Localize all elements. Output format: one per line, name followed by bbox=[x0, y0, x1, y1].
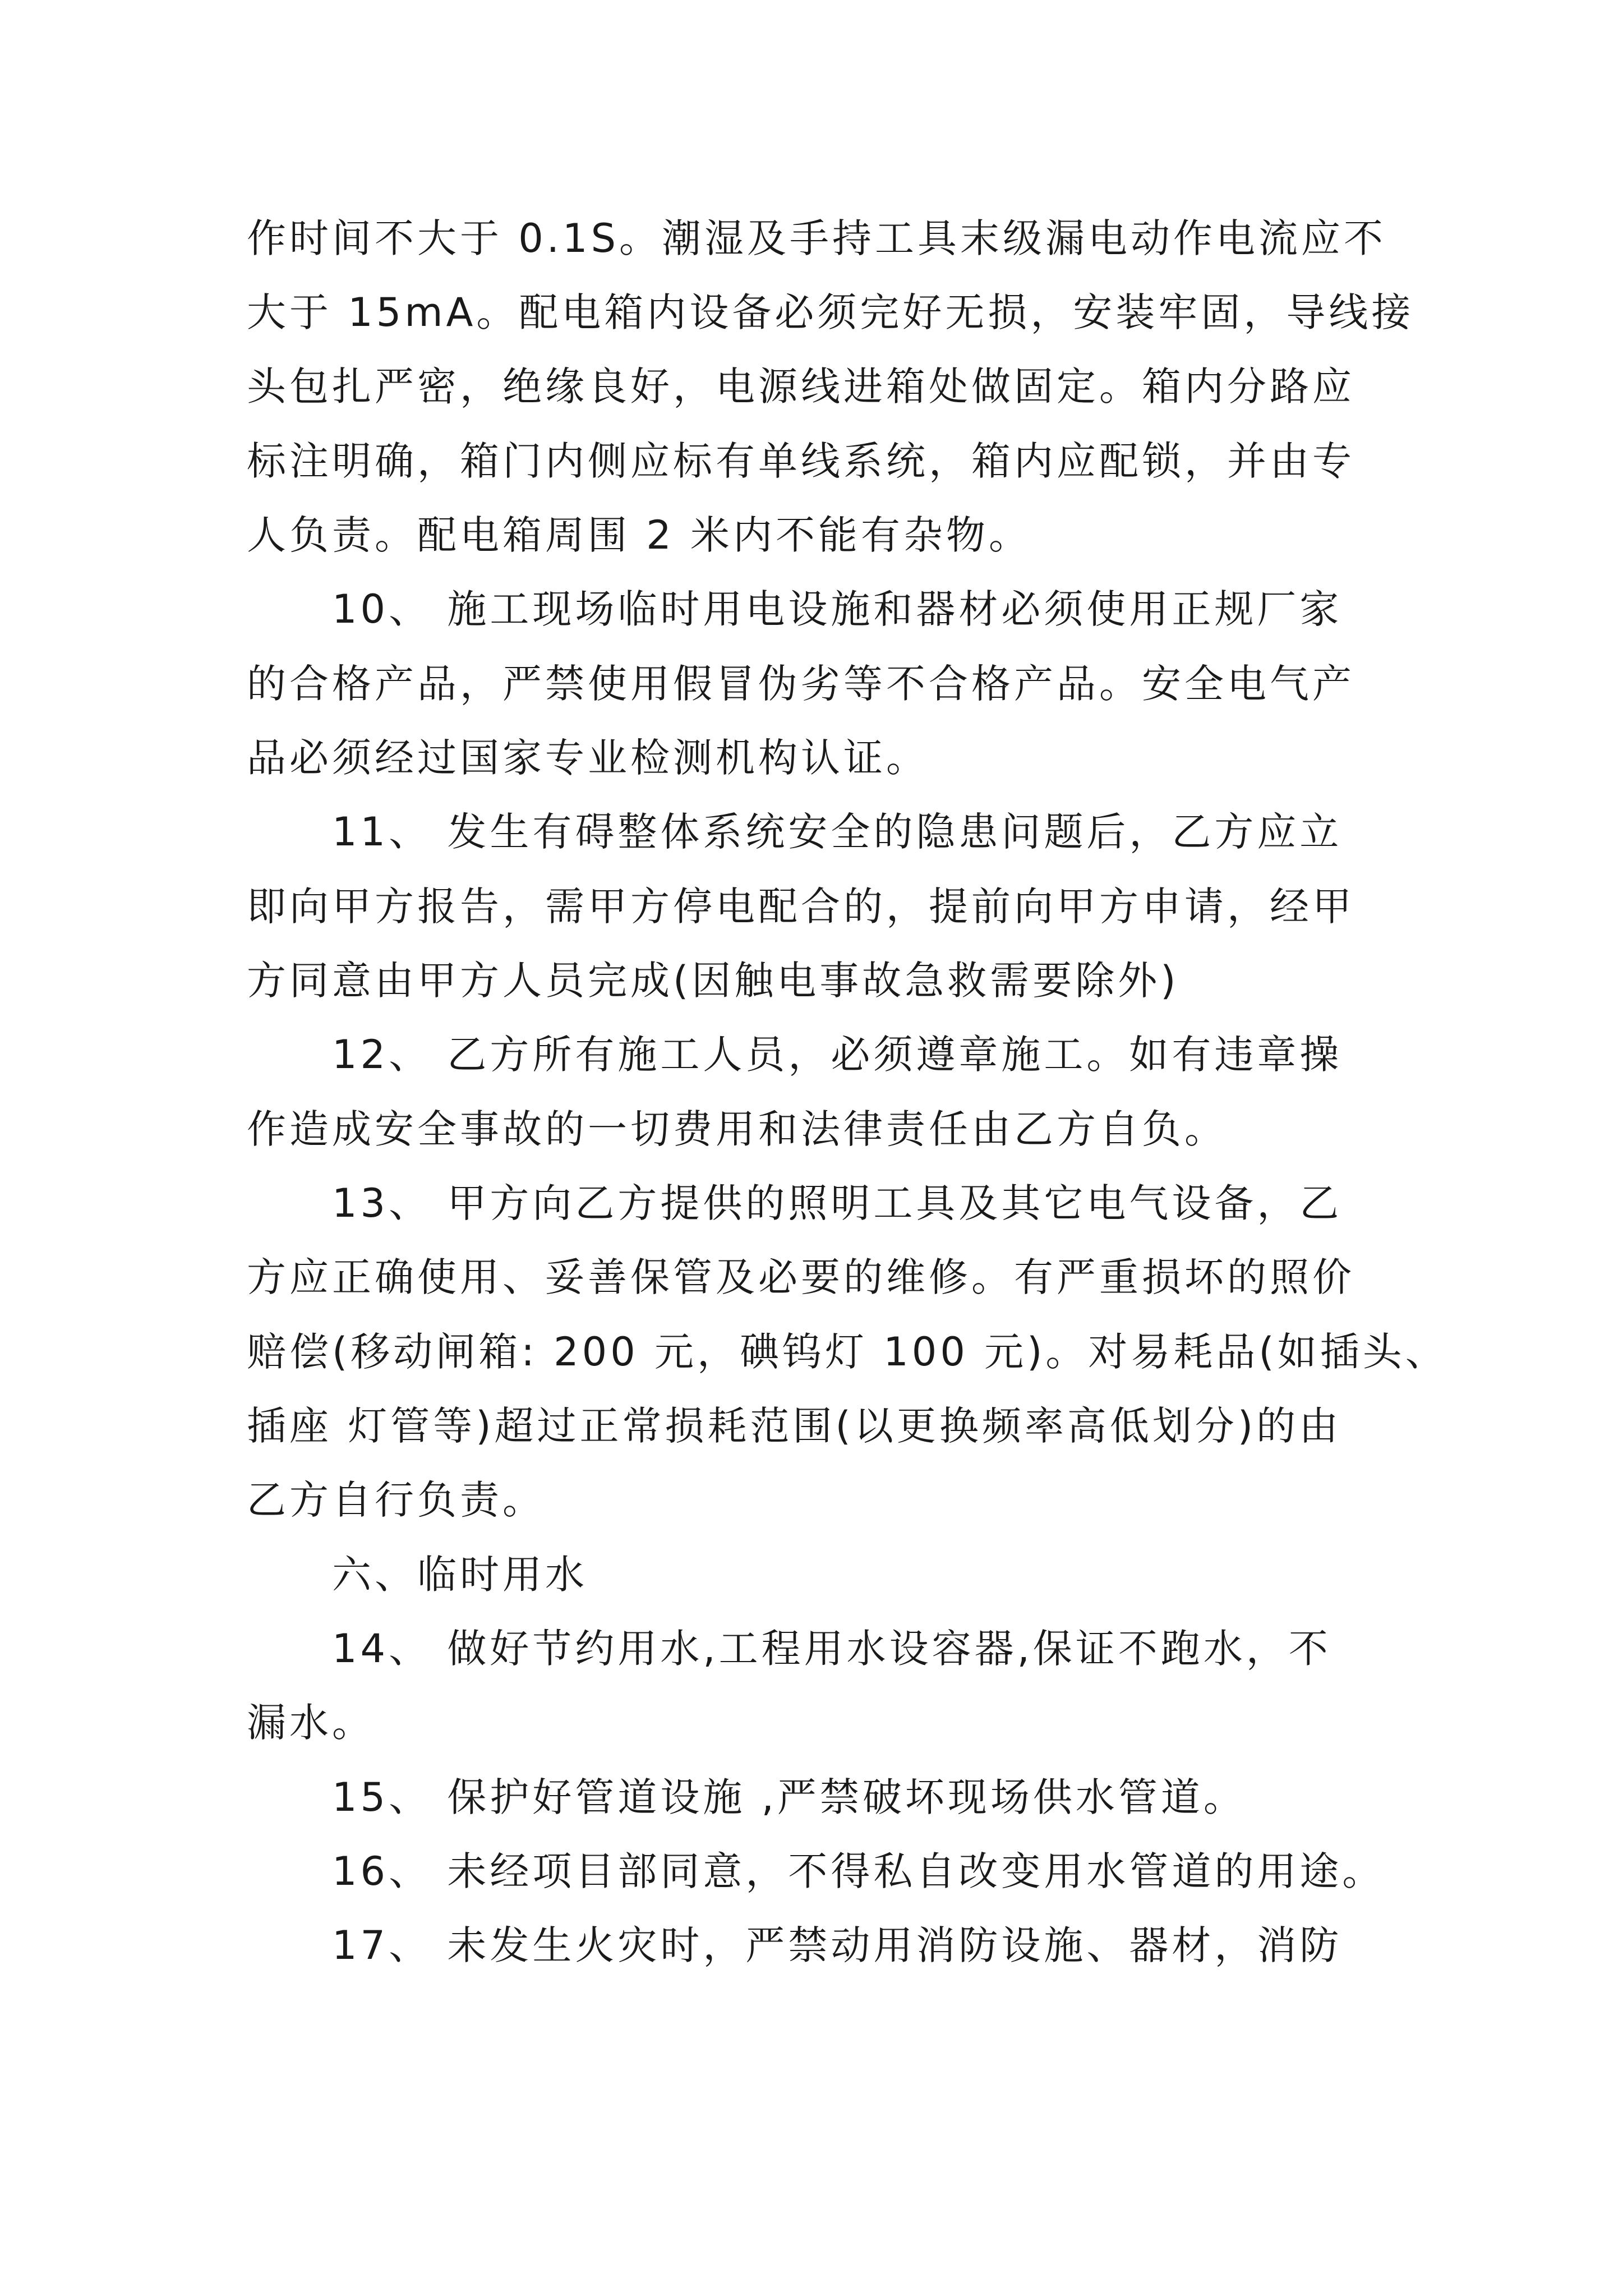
text-line: 方同意由甲方人员完成(因触电事故急救需要除外) bbox=[247, 958, 1179, 1004]
text-line: 头包扎严密，绝缘良好，电源线进箱处做固定。箱内分路应 bbox=[247, 364, 1355, 409]
text-line: 作时间不大于 0.1S。潮湿及手持工具末级漏电动作电流应不 bbox=[247, 215, 1387, 261]
text-line: 方应正确使用、妥善保管及必要的维修。有严重损坏的照价 bbox=[247, 1254, 1355, 1300]
text-line: 17、 未发生火灾时，严禁动用消防设施、器材，消防 bbox=[247, 1922, 1343, 1968]
text-line: 作造成安全事故的一切费用和法律责任由乙方自负。 bbox=[247, 1106, 1227, 1152]
text-line: 乙方自行负责。 bbox=[247, 1477, 545, 1523]
text-line: 赔偿(移动闸箱: 200 元，碘钨灯 100 元)。对易耗品(如插头、 bbox=[247, 1329, 1448, 1375]
text-line: 人负责。配电箱周围 2 米内不能有杂物。 bbox=[247, 512, 1032, 558]
text-line: 标注明确，箱门内侧应标有单线系统，箱内应配锁，并由专 bbox=[247, 438, 1355, 484]
text-line: 漏水。 bbox=[247, 1700, 375, 1746]
text-line: 品必须经过国家专业检测机构认证。 bbox=[247, 735, 929, 781]
text-line: 12、 乙方所有施工人员，必须遵章施工。如有违章操 bbox=[247, 1032, 1343, 1078]
text-line: 插座 灯管等)超过正常损耗范围(以更换频率高低划分)的由 bbox=[247, 1403, 1342, 1449]
text-line: 15、 保护好管道设施 ,严禁破坏现场供水管道。 bbox=[247, 1774, 1246, 1820]
text-line: 11、 发生有碍整体系统安全的隐患问题后，乙方应立 bbox=[247, 809, 1343, 855]
text-line: 16、 未经项目部同意，不得私自改变用水管道的用途。 bbox=[247, 1848, 1385, 1894]
text-line: 14、 做好节约用水,工程用水设容器,保证不跑水，不 bbox=[247, 1626, 1331, 1672]
section-heading: 六、临时用水 bbox=[247, 1552, 588, 1598]
text-line: 即向甲方报告，需甲方停电配合的，提前向甲方申请，经甲 bbox=[247, 884, 1355, 930]
text-line: 的合格产品，严禁使用假冒伪劣等不合格产品。安全电气产 bbox=[247, 661, 1355, 707]
text-line: 大于 15mA。配电箱内设备必须完好无损，安装牢固，导线接 bbox=[247, 289, 1414, 335]
text-line: 10、 施工现场临时用电设施和器材必须使用正规厂家 bbox=[247, 586, 1343, 632]
text-line: 13、 甲方向乙方提供的照明工具及其它电气设备，乙 bbox=[247, 1180, 1343, 1226]
